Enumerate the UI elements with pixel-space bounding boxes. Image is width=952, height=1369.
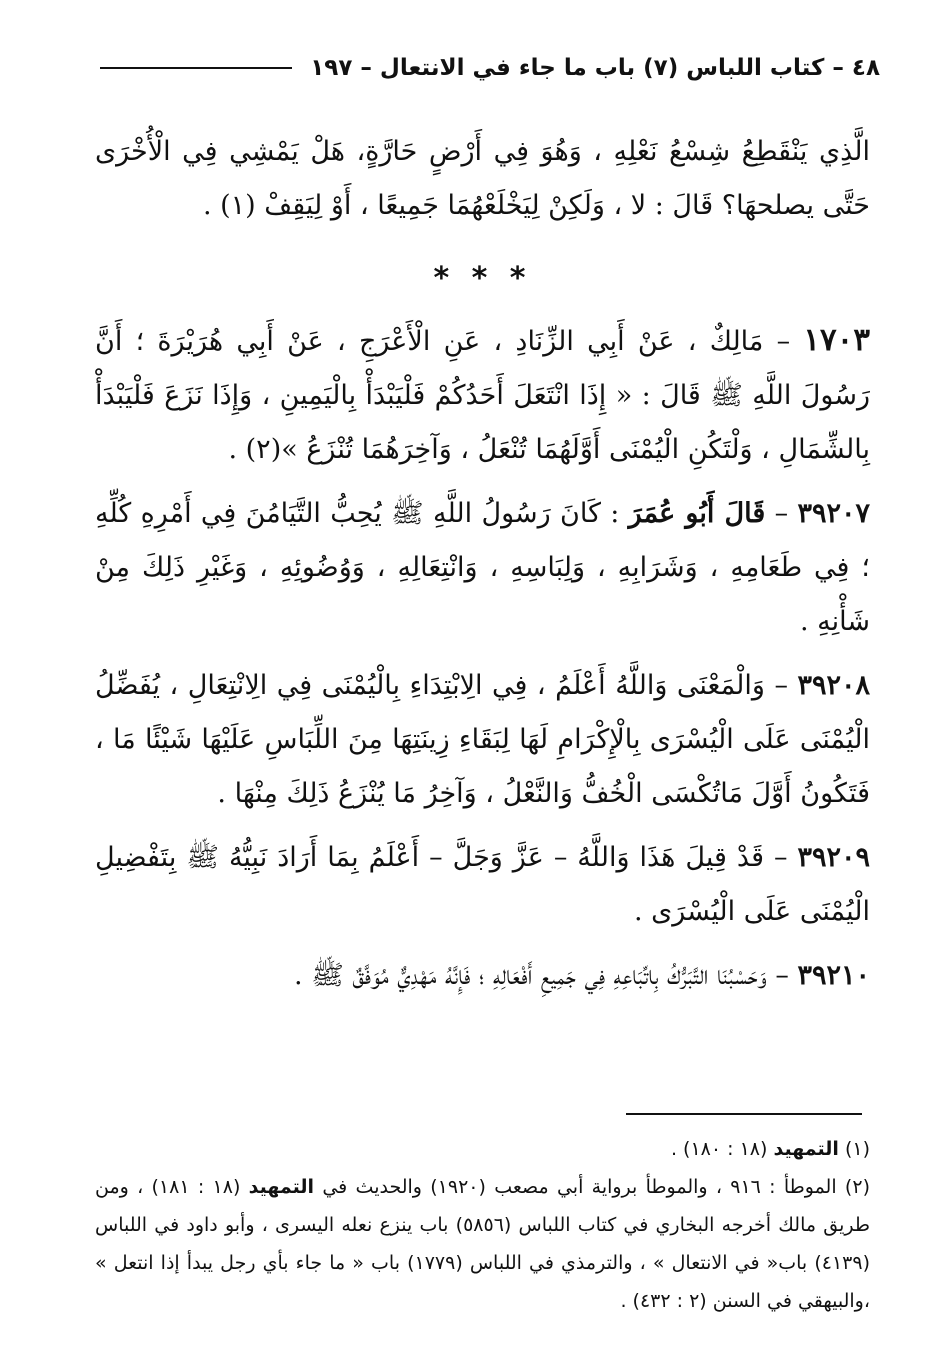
paragraph-text: – قَدْ قِيلَ هَذَا وَاللَّهُ – عَزَّ وَجَلَّ – أَعْلَمُ بِمَا أَرَادَ نَبِيُّهُ ﷺ بِتَفْضِيلِ الْيُمْنَى عَلَى الْيُسْرَى . xyxy=(95,842,870,927)
header-rule xyxy=(100,67,292,69)
paragraph-39207: ٣٩٢٠٧ – قَالَ أَبُو عُمَرَ : كَانَ رَسُولُ اللَّهِ ﷺ يُحِبُّ التَّيَامُنَ فِي أَمْرِهِ كُلِّهِ ؛ فِي طَعَامِهِ ، وَشَرَابِهِ ، وَلِبَاسِهِ ، وَانْتِعَالِهِ ، وَوُضُوئِهِ ، وَغَيْرِ ذَلِكَ مِنْ شَأْنِهِ . xyxy=(95,498,870,637)
hadith-number: ١٧٠٣ xyxy=(803,322,870,358)
continuation-paragraph: الَّذِي يَنْقَطِعُ شِسْعُ نَعْلِهِ ، وَهُوَ فِي أَرْضٍ حَارَّةٍ، هَلْ يَمْشِي فِي الْأُخْرَى حَتَّى يصلحهَا؟ قَالَ : لا ، وَلَكِنْ لِيَخْلَعْهُمَا جَمِيعًا ، أَوْ لِيَقِفْ (١) . xyxy=(95,136,870,221)
main-text xyxy=(95,125,870,1003)
footnote-marker: (١) xyxy=(844,1138,870,1160)
running-header xyxy=(100,48,880,88)
footnote-text: (١٨ : ١٨١) ، ومن طريق مالك أخرجه البخاري في كتاب اللباس (٥٨٥٦) باب ينزع نعله اليسرى ، وأبو داود في اللباس (٤١٣٩) باب« في الانتعال » ، والترمذي في اللباس (١٧٧٩) باب « ما جاء بأي رجل يبدأ إذا انتعل » ،والبيهقي في السنن (٢ : ٤٣٢) . xyxy=(95,1176,870,1312)
paragraph-39209 xyxy=(95,831,870,939)
paragraph-number: ٣٩٢٠٧ xyxy=(797,498,870,529)
hadith-1703 xyxy=(95,313,870,477)
speaker-name: قَالَ أَبُو عُمَرَ xyxy=(628,498,766,529)
paragraph-number: ٣٩٢١٠ xyxy=(797,960,870,991)
footnote-text: الموطأ : ٩١٦ ، والموطأ برواية أبي مصعب (١٩٢٠) والحديث في xyxy=(322,1176,837,1198)
section-separator: * * * xyxy=(433,261,532,296)
paragraph-39208 xyxy=(95,659,870,821)
footnote-rule xyxy=(626,1113,862,1115)
footnote-reference: (١٨ : ١٨٠) . xyxy=(670,1138,768,1160)
paragraph-number: ٣٩٢٠٩ xyxy=(797,842,870,873)
header-title: ٤٨ – كتاب اللباس (٧) باب ما جاء في الانتعال – ١٩٧ xyxy=(310,55,880,81)
footnotes xyxy=(95,1130,870,1320)
footnote-source: التمهيد xyxy=(773,1138,839,1160)
paragraph-39210 xyxy=(95,949,870,1003)
paragraph-text: – وَالْمَعْنَى وَاللَّهُ أَعْلَمُ ، فِي الِابْتِدَاءِ بِالْيُمْنَى فِي الِانْتِعَالِ ، يُفَضِّلُ الْيُمْنَى عَلَى الْيُسْرَى بِالْإِكْرَامِ لَهَا لِبَقَاءِ زِينَتِهَا مِنَ اللِّبَاسِ عَلَيْهَا شَيْئًا مَا ، فَتَكُونُ أَوَّلَ مَاتُكْسَى الْخُفُّ وَالنَّعْلُ ، وَآخِرُ مَا يُنْزَعُ ذَلِكَ مِنْهَا . xyxy=(95,670,870,809)
paragraph-text: – وَحَسْبُنَا التَّبَرُّكُ بِاتِّبَاعِهِ فِي جَمِيعِ أَفْعَالِهِ ؛ فَإِنَّهُ مَهْدِيٌّ مُوَفَّقٌ ﷺ . xyxy=(294,960,789,991)
footnote-source: التمهيد xyxy=(248,1176,315,1198)
footnote-2 xyxy=(95,1168,870,1320)
footnote-marker: (٢) xyxy=(844,1176,870,1198)
hadith-text: – مَالِكٌ ، عَنْ أَبِي الزِّنَادِ ، عَنِ الْأَعْرَجِ ، عَنْ أَبِي هُرَيْرَةَ ؛ أَنَّ رَسُولَ اللَّهِ ﷺ قَالَ : « إِذَا انْتَعَلَ أَحَدُكُمْ فَلْيَبْدَأْ بِالْيَمِينِ ، وَإِذَا نَزَعَ فَلْيَبْدَأْ بِالشِّمَالِ ، وَلْتَكُنِ الْيُمْنَى أَوَّلَهُمَا تُنْعَلُ ، وَآخِرَهُمَا تُنْزَعُ »(٢) . xyxy=(95,326,870,465)
paragraph-number: ٣٩٢٠٨ xyxy=(797,670,871,701)
paragraph-text: : كَانَ رَسُولُ اللَّهِ ﷺ يُحِبُّ التَّيَامُنَ فِي أَمْرِهِ كُلِّهِ ؛ فِي طَعَامِهِ ، وَشَرَابِهِ ، وَلِبَاسِهِ ، وَانْتِعَالِهِ ، وَوُضُوئِهِ ، وَغَيْرِ ذَلِكَ مِنْ شَأْنِهِ . xyxy=(95,498,870,637)
footnote-1 xyxy=(95,1130,870,1168)
